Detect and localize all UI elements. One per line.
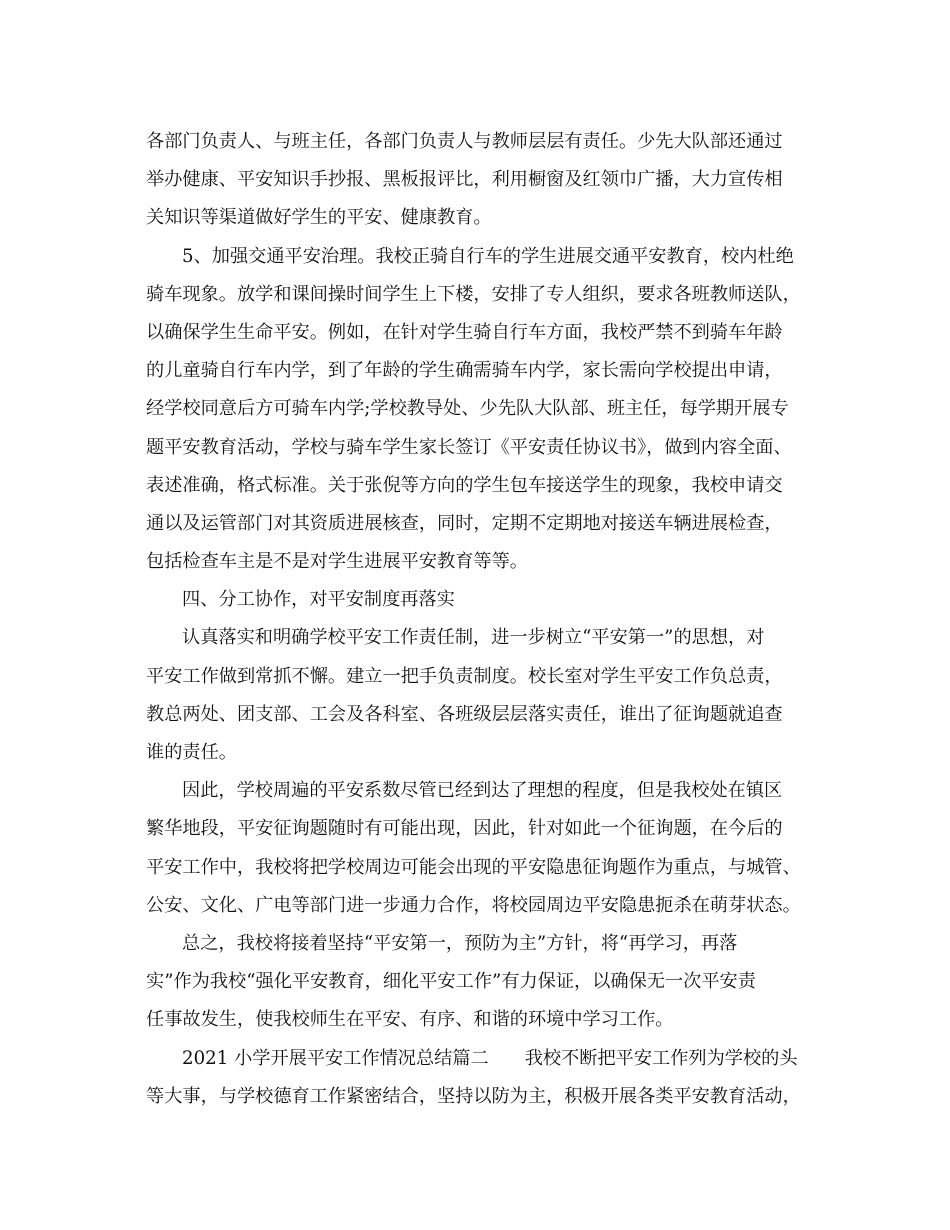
- paragraph-start-line: 总之，我校将接着坚持“平安第一，预防为主”方针，将“再学习，再落: [182, 932, 738, 954]
- text-line: 包括检查车主是不是对学生进展平安教育等等。: [146, 551, 528, 573]
- text-line: 表述准确，格式标准。关于张倪等方向的学生包车接送学生的现象，我校申请交: [146, 474, 783, 496]
- text-line: 举办健康、平安知识手抄报、黑板报评比，利用橱窗及红领巾广播，大力宣传相: [146, 169, 783, 191]
- text-line: 平安工作做到常抓不懈。建立一把手负责制度。校长室对学生平安工作负总责，: [146, 665, 783, 687]
- text-line: 以确保学生生命平安。例如，在针对学生骑自行车方面，我校严禁不到骑车年龄: [146, 321, 783, 343]
- text-line: 教总两处、团支部、工会及各科室、各班级层层落实责任，谁出了征询题就追查: [146, 703, 783, 725]
- text-line: 的儿童骑自行车内学，到了年龄的学生确需骑车内学，家长需向学校提出申请，: [146, 360, 783, 382]
- text-line: 公安、文化、广电等部门进一步通力合作，将校园周边平安隐患扼杀在萌芽状态。: [146, 894, 801, 916]
- text-line: 繁华地段，平安征询题随时有可能出现，因此，针对如此一个征询题，在今后的: [146, 818, 783, 840]
- text-line: 通以及运管部门对其资质进展核查，同时，定期不定期地对接送车辆进展检查，: [146, 512, 783, 534]
- text-line: 等大事，与学校德育工作紧密结合，坚持以防为主，积极开展各类平安教育活动，: [146, 1085, 801, 1107]
- article-intro-start: 我校不断把平安工作列为学校的头: [524, 1047, 798, 1069]
- text-line: 经学校同意后方可骑车内学;学校教导处、少先队大队部、班主任，每学期开展专: [146, 398, 789, 420]
- text-line: 题平安教育活动，学校与骑车学生家长签订《平安责任协议书》，做到内容全面、: [146, 436, 792, 458]
- document-body: [146, 123, 811, 1116]
- text-line: 平安工作中，我校将把学校周边可能会出现的平安隐患征询题作为重点，与城管、: [146, 856, 801, 878]
- text-line: 任事故发生，使我校师生在平安、有序、和谐的环境中学习工作。: [146, 1009, 674, 1031]
- text-line: 实”作为我校“强化平安教育，细化平安工作”有力保证，以确保无一次平安责: [146, 971, 756, 993]
- article-title-line: [146, 1040, 811, 1078]
- text-line: 各部门负责人、与班主任，各部门负责人与教师层层有责任。少先大队部还通过: [146, 131, 783, 152]
- section-heading: 四、分工协作，对平安制度再落实: [182, 589, 455, 611]
- paragraph-start-line: 认真落实和明确学校平安工作责任制，进一步树立“平安第一”的思想，对: [182, 627, 765, 649]
- text-line: 骑车现象。放学和课间操时间学生上下楼，安排了专人组织，要求各班教师送队，: [146, 283, 801, 305]
- paragraph-start-line: 因此，学校周遍的平安系数尽管已经到达了理想的程度，但是我校处在镇区: [182, 780, 783, 802]
- text-line: 关知识等渠道做好学生的平安、健康教育。: [146, 207, 492, 229]
- text-line: 谁的责任。: [146, 742, 237, 763]
- paragraph-start-line: 5、加强交通平安治理。我校正骑自行车的学生进展交通平安教育，校内杜绝: [182, 245, 794, 267]
- article-title: 2021 小学开展平安工作情况总结篇二: [182, 1047, 489, 1069]
